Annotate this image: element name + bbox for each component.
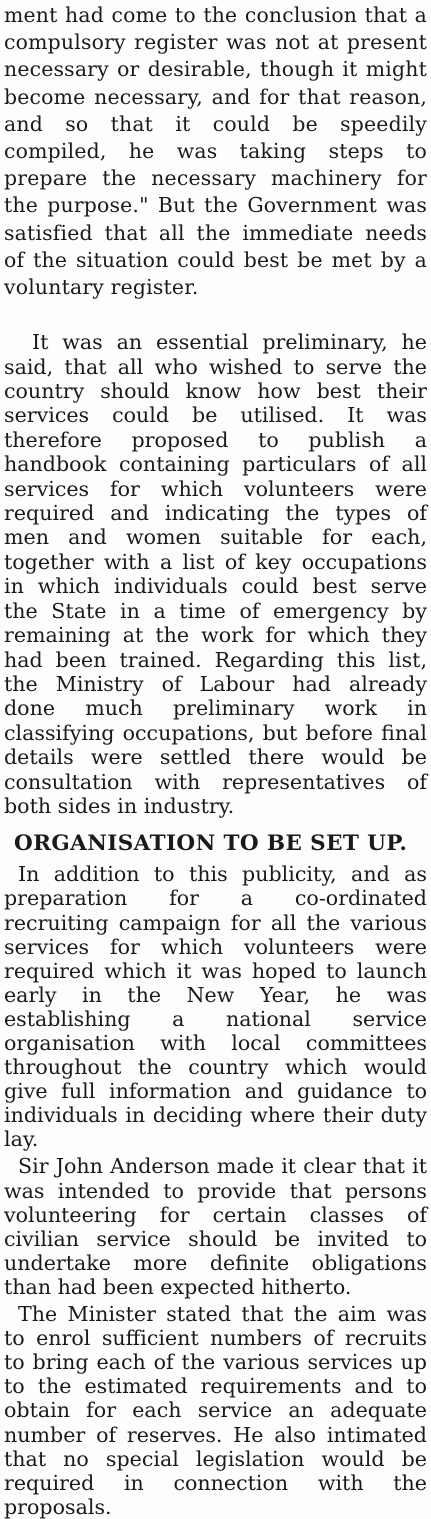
paragraph-handbook: It was an essential preliminary, he said, that all who wished to serve the country should know how best their services could be utilised. It was therefore proposed to publish a handbook containing particulars of all services for which volunteers were required and indicating the types of men and women suitable for each, together with a list of key occupations in which individuals could best serve the State in a time of emergency by remaining at the work for which they had been trained. Regarding this list, the Ministry of Labour had already done much preliminary work in classifying occupations, but before final details were settled there would be consultation with representatives of both sides in industry.: [4, 330, 427, 818]
article-column: [4, 0, 427, 1519]
paragraph-register: ment had come to the conclusion that a compulsory register was not at present necessary or desirable, though it might become necessary, and for that reason, and so that it could be speedily compiled, he was taking steps to prepare the necessary machinery for the purpose." But the Government was satisfied that all the immediate needs of the situation could best be met by a voluntary register.: [4, 3, 427, 300]
paragraph-gap: [4, 301, 427, 330]
paragraph-minister: The Minister stated that the aim was to enrol sufficient numbers of recruits to bring each of the various services up to the estimated requirements and to obtain for each service an adequate number of reserves. He also intimated that no special legislation would be required in connection with the proposals.: [4, 1302, 427, 1519]
section-heading: ORGANISATION TO BE SET UP.: [14, 831, 408, 857]
paragraph-organisation: In addition to this publicity, and as preparation for a co-ordinated recruiting campaign for all the various services for which volunteers were required which it was hoped to launch early in the New Year, he was establishing a national service organisation with local committees throughout the country which would give full information and guidance to individuals in deciding where their duty lay.: [4, 862, 427, 1152]
paragraph-anderson: Sir John Anderson made it clear that it was intended to provide that persons volunteering for certain classes of civilian service should be invited to undertake more definite obligations than had been expected hitherto.: [4, 1154, 427, 1299]
